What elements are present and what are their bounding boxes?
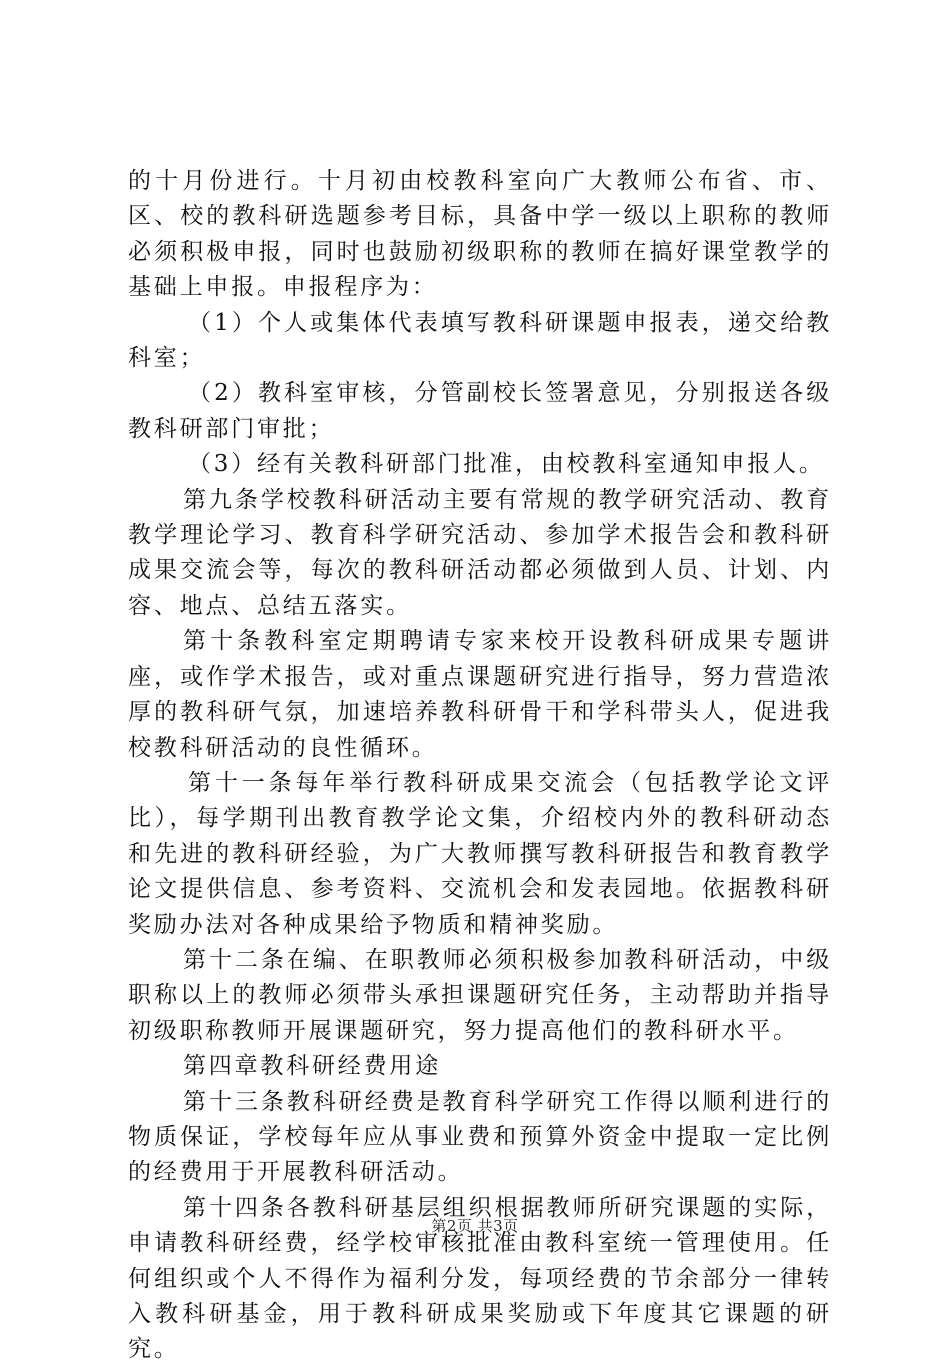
paragraph-article-12: 第十二条在编、在职教师必须积极参加教科研活动，中级职称以上的教师必须带头承担课题研究任务，主动帮助并指导初级职称教师开展课题研究，努力提高他们的教科研水平。 <box>128 946 832 1044</box>
paragraph-procedure-step-2: （2）教科室审核，分管副校长签署意见，分别报送各级教科研部门审批； <box>128 380 832 442</box>
paragraph-article-14: 第十四条各教科研基层组织根据教师所研究课题的实际，申请教科研经费，经学校审核批准由教科室统一管理使用。任何组织或个人不得作为福利分发，每项经费的节余部分一律转入教科研基金，用于教科研成果奖励或下年度其它课题的研究。 <box>128 1194 832 1363</box>
paragraph-article-9: 第九条学校教科研活动主要有常规的教学研究活动、教育教学理论学习、教育科学研究活动、参加学术报告会和教科研成果交流会等，每次的教科研活动都必须做到人员、计划、内容、地点、总结五落实。 <box>128 486 832 619</box>
paragraph-procedure-step-3: （3）经有关教科研部门批准，由校教科室通知申报人。 <box>188 451 825 478</box>
paragraph-continuation: 的十月份进行。十月初由校教科室向广大教师公布省、市、区、校的教科研选题参考目标，具备中学一级以上职称的教师必须积极申报，同时也鼓励初级职称的教师在搞好课堂教学的基础上申报。申报程序为： <box>128 168 832 301</box>
document-body <box>128 164 832 1368</box>
chapter-heading: 第四章教科研经费用途 <box>183 1053 441 1080</box>
paragraph-article-10: 第十条教科室定期聘请专家来校开设教科研成果专题讲座，或作学术报告，或对重点课题研究进行指导，努力营造浓厚的教科研气氛，加速培养教科研骨干和学科带头人，促进我校教科研活动的良性循环。 <box>128 628 832 761</box>
paragraph-procedure-step-1: （1）个人或集体代表填写教科研课题申报表，递交给教科室； <box>128 309 832 372</box>
paragraph-article-13: 第十三条教科研经费是教育科学研究工作得以顺利进行的物质保证，学校每年应从事业费和预算外资金中提取一定比例的经费用于开展教科研活动。 <box>128 1088 832 1186</box>
paragraph-article-11: 第十一条每年举行教科研成果交流会（包括教学论文评比），每学期刊出教育教学论文集，介绍校内外的教科研动态和先进的教科研经验，为广大教师撰写教科研报告和教育教学论文提供信息、参考资料、交流机会和发表园地。依据教科研奖励办法对各种成果给予物质和精神奖励。 <box>128 769 832 938</box>
page-number: 第2页 共3页 <box>431 1217 519 1235</box>
